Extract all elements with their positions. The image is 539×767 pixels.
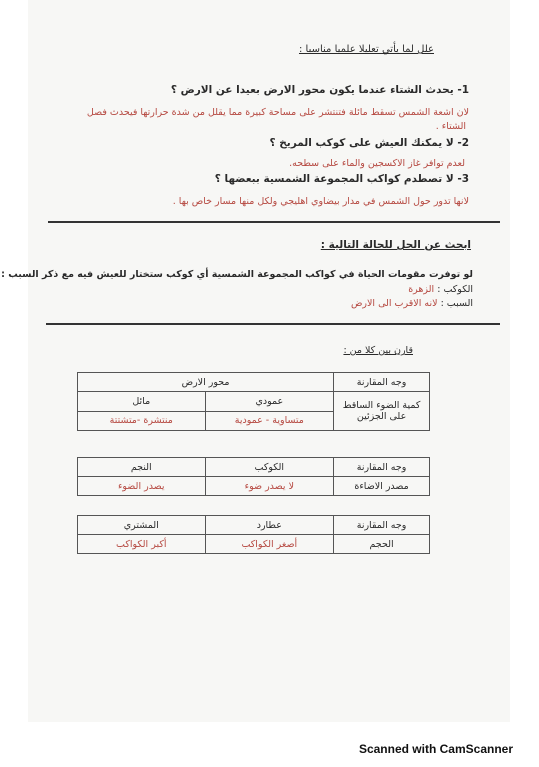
- table1-row-label: كمية الضوء الساقط على الجزئين: [334, 392, 430, 431]
- table2-col2-header: النجم: [78, 458, 206, 477]
- section1-title: علل لما يأتي تعليلا علميا مناسبا :: [298, 44, 434, 55]
- scanner-watermark: Scanned with CamScanner: [358, 742, 513, 756]
- question-3: 3- لا تصطدم كواكب المجموعة الشمسية ببعضها ؟: [214, 173, 469, 185]
- answer-1-line2: الشتاء .: [435, 121, 466, 132]
- table1-col2-header: مائل: [78, 392, 206, 412]
- table3-val2: أكبر الكواكب: [78, 535, 206, 554]
- table2-val1: لا يصدر ضوء: [205, 477, 334, 496]
- table1-header-group: محور الارض: [78, 373, 334, 392]
- table2-header-aspect: وجه المقارنة: [334, 458, 430, 477]
- table3-col2-header: المشتري: [78, 516, 206, 535]
- table3-val1: أصغر الكواكب: [205, 535, 334, 554]
- planet-label: الكوكب :: [437, 284, 473, 295]
- comparison-table-light: [77, 457, 430, 496]
- table1-val1: متساوية - عمودية: [205, 411, 334, 431]
- table2-val2: يصدر الضوء: [78, 477, 206, 496]
- reason-label: السبب :: [440, 298, 473, 309]
- divider-1: [48, 221, 500, 223]
- comparison-table-size: [77, 515, 430, 554]
- section3-title: قارن بين كلا من :: [343, 345, 413, 356]
- section2-question: لو توفرت مقومات الحياة في كواكب المجموعة الشمسية أي كوكب ستختار للعيش فيه مع ذكر السبب :: [1, 269, 473, 280]
- question-2: 2- لا يمكنك العيش على كوكب المريخ ؟: [269, 137, 469, 149]
- reason-value: لانه الاقرب الى الارض: [350, 298, 438, 309]
- table1-header-aspect: وجه المقارنة: [334, 373, 430, 392]
- reason-line: [351, 298, 473, 309]
- table1-val2: منتشرة -متشتتة: [78, 411, 206, 431]
- table3-header-aspect: وجه المقارنة: [334, 516, 430, 535]
- comparison-table-axis: [77, 372, 430, 431]
- planet-value: الزهرة: [408, 284, 435, 295]
- table3-row-label: الحجم: [334, 535, 430, 554]
- section2-title: ابحث عن الحل للحالة التالية :: [320, 239, 471, 251]
- table1-col1-header: عمودي: [205, 392, 334, 412]
- table2-row-label: مصدر الاضاءة: [334, 477, 430, 496]
- question-1: 1- يحدث الشتاء عندما يكون محور الارض بعيدا عن الارض ؟: [170, 84, 469, 96]
- answer-3: لانها تدور حول الشمس في مدار بيضاوي اهليجي ولكل منها مسار خاص بها .: [172, 196, 469, 207]
- answer-2: لعدم توافر غاز الاكسجين والماء على سطحه.: [289, 158, 465, 169]
- table2-col1-header: الكوكب: [205, 458, 334, 477]
- answer-1-line1: لان اشعة الشمس تسقط مائلة فتنتشر على مساحة كبيرة مما يقلل من شدة حرارتها فيحدث فصل: [86, 107, 469, 118]
- divider-2: [46, 323, 500, 325]
- planet-line: [408, 284, 473, 295]
- table3-col1-header: عطارد: [205, 516, 334, 535]
